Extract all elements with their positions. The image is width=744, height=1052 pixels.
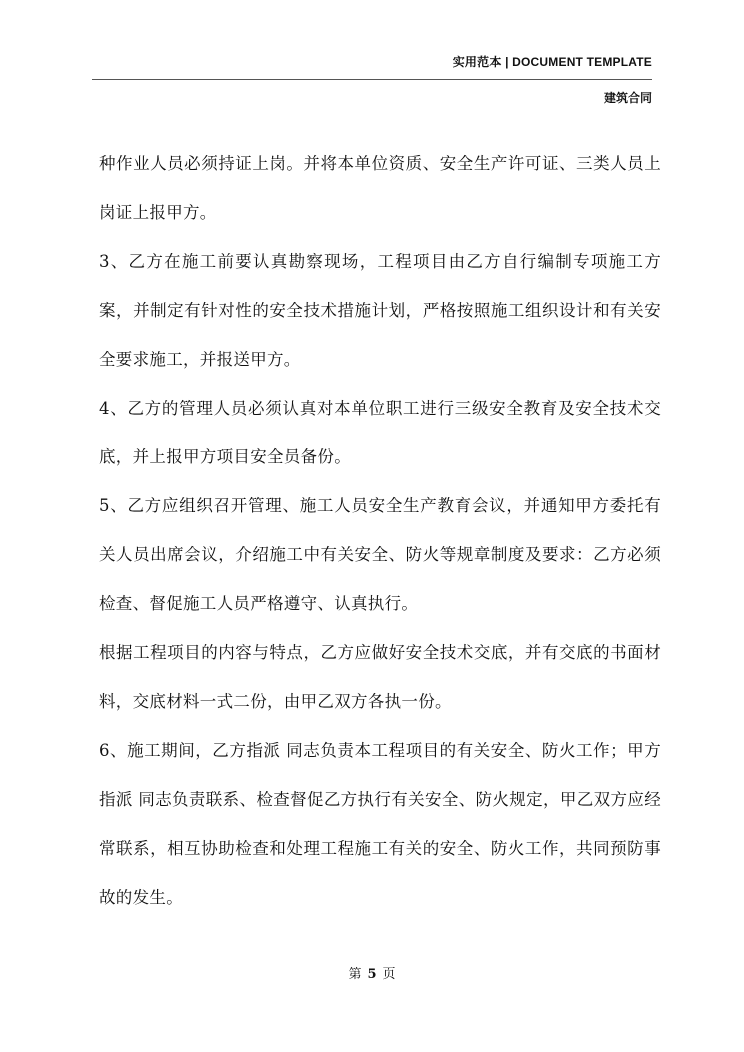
paragraph-clause-6: 6、施工期间，乙方指派 同志负责本工程项目的有关安全、防火工作；甲方指派 同志负责联系、检查督促乙方执行有关安全、防火规定，甲乙双方应经常联系，相互协助检查和处理工程施工有关的安全、防火工作，共同预防事故的发生。: [99, 740, 661, 907]
paragraph-clause-3: 3、乙方在施工前要认真勘察现场，工程项目由乙方自行编制专项施工方案，并制定有针对性的安全技术措施计划，严格按照施工组织设计和有关安全要求施工，并报送甲方。: [99, 251, 661, 369]
page-number-suffix: 页: [382, 967, 396, 982]
page-number-prefix: 第: [348, 967, 362, 982]
paragraph-continuation: 种作业人员必须持证上岗。并将本单位资质、安全生产许可证、三类人员上岗证上报甲方。: [99, 154, 661, 222]
document-body: [99, 140, 661, 923]
paragraph-clause-5: 5、乙方应组织召开管理、施工人员安全生产教育会议，并通知甲方委托有关人员出席会议，介绍施工中有关安全、防火等规章制度及要求：乙方必须检查、督促施工人员严格遵守、认真执行。: [99, 496, 661, 614]
header-divider: [92, 79, 652, 80]
paragraph-clause-5-note: 根据工程项目的内容与特点，乙方应做好安全技术交底，并有交底的书面材料，交底材料一式二份，由甲乙双方各执一份。: [99, 643, 661, 711]
page-number-value: 5: [367, 967, 377, 982]
paragraph-clause-4: 4、乙方的管理人员必须认真对本单位职工进行三级安全教育及安全技术交底，并上报甲方项目安全员备份。: [99, 398, 661, 467]
header-brand: 实用范本 | DOCUMENT TEMPLATE: [452, 55, 652, 69]
header-category: 建筑合同: [603, 91, 652, 105]
page-number: [0, 963, 744, 982]
